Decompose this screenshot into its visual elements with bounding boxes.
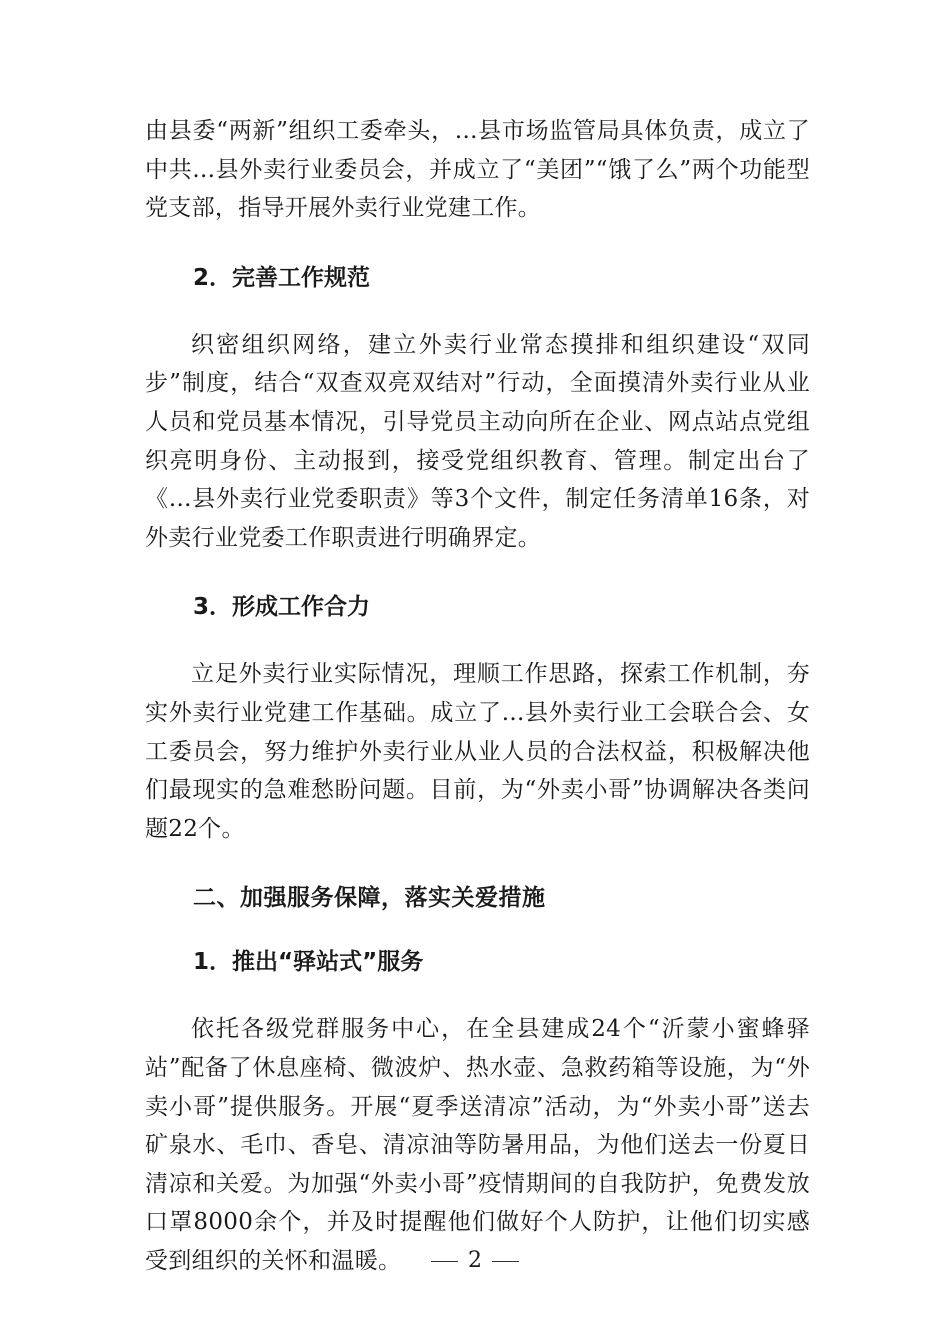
section-heading: 二、加强服务保障，落实关爱措施	[193, 885, 546, 912]
body-paragraph: 立足外卖行业实际情况，理顺工作思路，探索工作机制，夯实外卖行业党建工作基础。成立了...县外卖行业工会联合会、女工委员会，努力维护外卖行业从业人员的合法权益，积极解决他们最现实的急难愁盼问题。目前，为“外卖小哥”协调解决各类问题22个。	[145, 661, 810, 842]
footer-dash-right	[492, 1261, 519, 1262]
page-number: 2	[468, 1248, 482, 1273]
subsection-heading: 3．形成工作合力	[193, 594, 371, 621]
page-footer	[0, 1246, 950, 1276]
body-paragraph: 由县委“两新”组织工委牵头，...县市场监管局具体负责，成立了中共...县外卖行业委员会，并成立了“美团”“饿了么”两个功能型党支部，指导开展外卖行业党建工作。	[145, 118, 810, 222]
subsection-heading: 1．推出“驿站式”服务	[193, 949, 424, 976]
footer-dash-left	[431, 1261, 458, 1262]
body-paragraph: 依托各级党群服务中心，在全县建成24个“沂蒙小蜜蜂驿站”配备了休息座椅、微波炉、热水壶、急救药箱等设施，为“外卖小哥”提供服务。开展“夏季送清凉”活动，为“外卖小哥”送去矿泉水、毛巾、香皂、清凉油等防暑用品，为他们送去一份夏日清凉和关爱。为加强“外卖小哥”疫情期间的自我防护，免费发放口罩8000余个，并及时提醒他们做好个人防护，让他们切实感受到组织的关怀和温暖。	[145, 1016, 810, 1274]
body-paragraph: 织密组织网络，建立外卖行业常态摸排和组织建设“双同步”制度，结合“双查双亮双结对”行动，全面摸清外卖行业从业人员和党员基本情况，引导党员主动向所在企业、网点站点党组织亮明身份、主动报到，接受党组织教育、管理。制定出台了《...县外卖行业党委职责》等3个文件，制定任务清单16条，对外卖行业党委工作职责进行明确界定。	[145, 331, 810, 551]
subsection-heading: 2．完善工作规范	[193, 264, 371, 291]
page-body	[145, 112, 810, 1280]
